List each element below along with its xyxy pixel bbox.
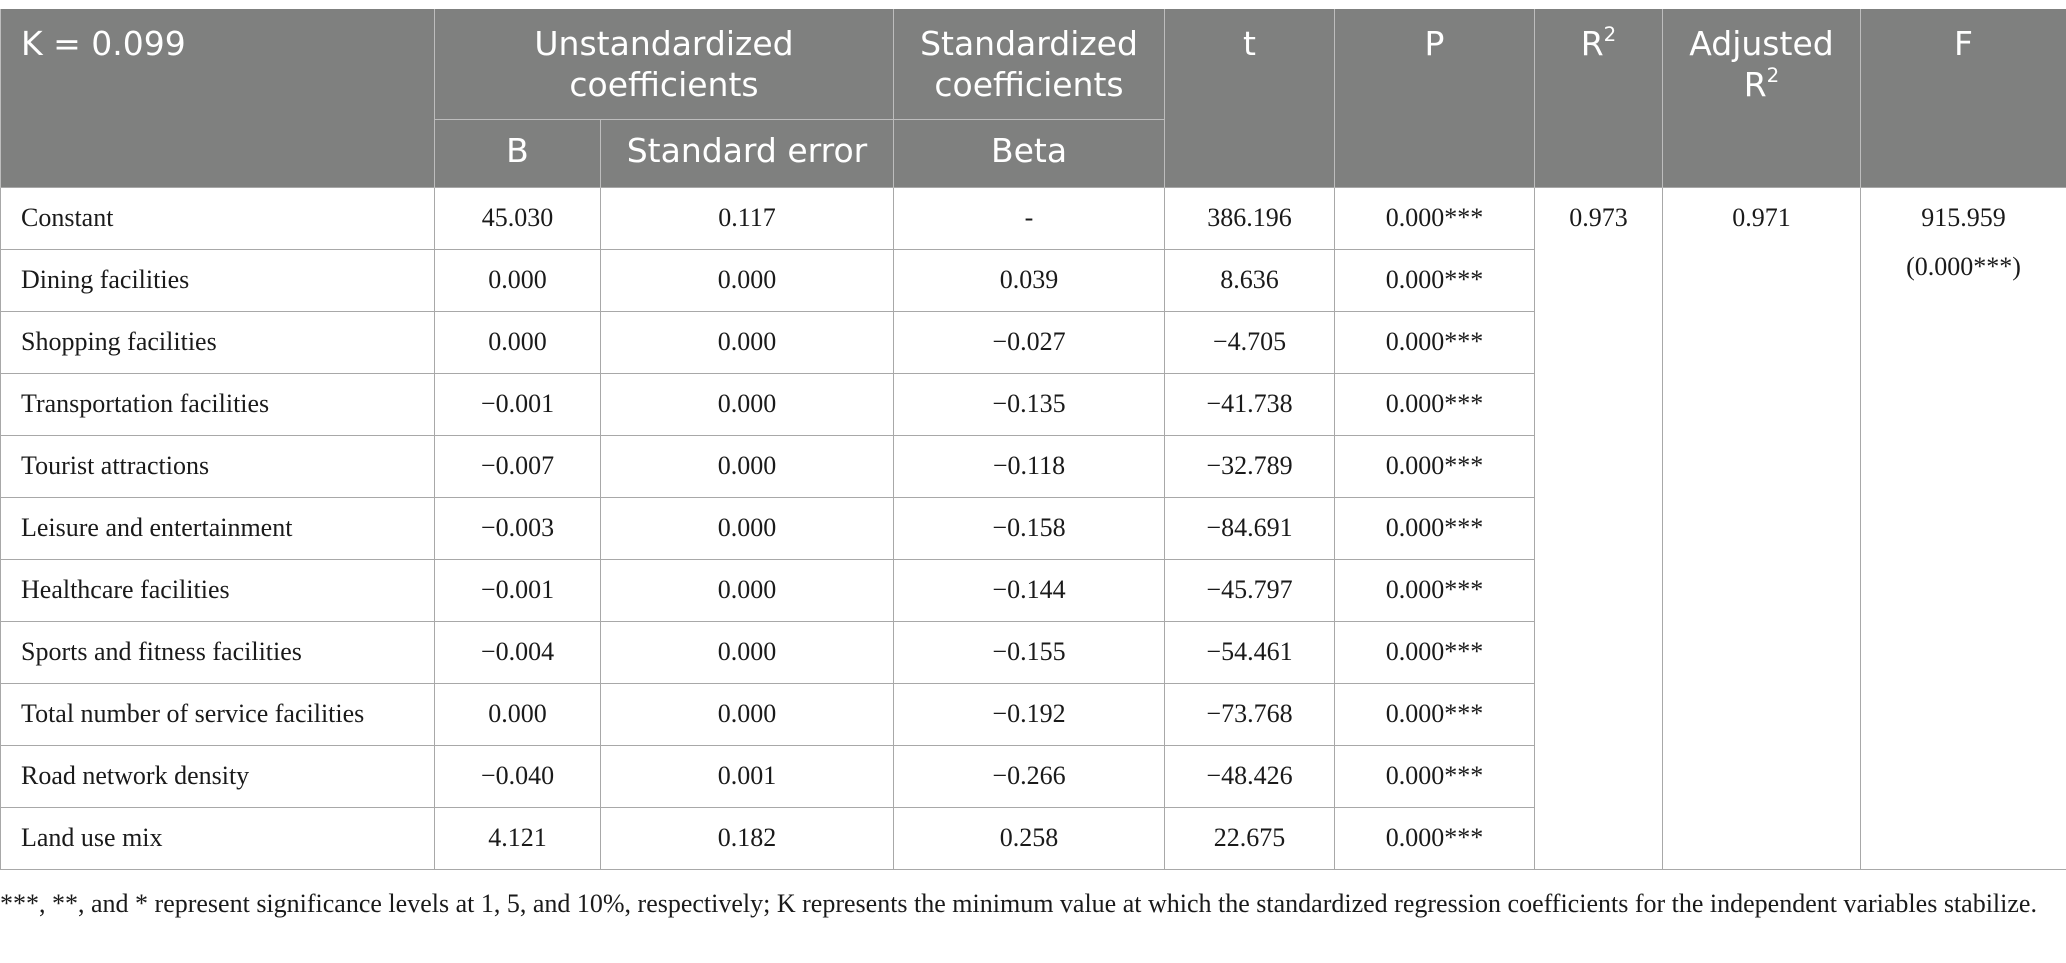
t-value: 386.196	[1165, 187, 1335, 249]
regression-table	[0, 9, 2066, 870]
beta-value: 0.258	[894, 807, 1165, 869]
t-value: −32.789	[1165, 435, 1335, 497]
header-r-squared	[1535, 9, 1663, 187]
p-value: 0.000***	[1335, 807, 1535, 869]
beta-value: -	[894, 187, 1165, 249]
t-value: −54.461	[1165, 621, 1335, 683]
se-value: 0.182	[601, 807, 894, 869]
f-statistic-cell	[1861, 187, 2066, 869]
f-value: 915.959	[1921, 202, 2006, 232]
header-standardized-coefficients: Standardized coefficients	[894, 9, 1165, 119]
se-value: 0.000	[601, 621, 894, 683]
header-r-squared-sup: 2	[1603, 23, 1617, 47]
p-value: 0.000***	[1335, 683, 1535, 745]
b-value: −0.004	[435, 621, 601, 683]
header-unstandardized-coefficients: Unstandardized coefficients	[435, 9, 894, 119]
p-value: 0.000***	[1335, 187, 1535, 249]
variable-name: Dining facilities	[1, 249, 435, 311]
se-value: 0.000	[601, 497, 894, 559]
table-footnote: ***, **, and * represent significance levels at 1, 5, and 10%, respectively; K represents the minimum value at which the standardized regression coefficients for the independent variables stabilize.	[0, 889, 2037, 918]
table-row	[1, 187, 2066, 249]
p-value: 0.000***	[1335, 497, 1535, 559]
variable-name: Healthcare facilities	[1, 559, 435, 621]
b-value: 0.000	[435, 311, 601, 373]
r-squared-value: 0.973	[1535, 187, 1663, 869]
variable-name: Land use mix	[1, 807, 435, 869]
f-p-value: (0.000***)	[1906, 251, 2021, 281]
p-value: 0.000***	[1335, 621, 1535, 683]
header-b: B	[435, 119, 601, 187]
b-value: −0.007	[435, 435, 601, 497]
p-value: 0.000***	[1335, 311, 1535, 373]
se-value: 0.117	[601, 187, 894, 249]
variable-name: Shopping facilities	[1, 311, 435, 373]
se-value: 0.000	[601, 249, 894, 311]
header-f: F	[1861, 9, 2066, 187]
b-value: 45.030	[435, 187, 601, 249]
t-value: −45.797	[1165, 559, 1335, 621]
beta-value: −0.192	[894, 683, 1165, 745]
b-value: 0.000	[435, 683, 601, 745]
header-adjusted-r-squared-base: Adjusted R	[1689, 24, 1834, 104]
p-value: 0.000***	[1335, 559, 1535, 621]
header-adjusted-r-squared-sup: 2	[1766, 64, 1780, 88]
beta-value: −0.158	[894, 497, 1165, 559]
variable-name: Road network density	[1, 745, 435, 807]
variable-name: Transportation facilities	[1, 373, 435, 435]
t-value: 22.675	[1165, 807, 1335, 869]
p-value: 0.000***	[1335, 435, 1535, 497]
header-adjusted-r-squared	[1663, 9, 1861, 187]
b-value: −0.040	[435, 745, 601, 807]
variable-name: Total number of service facilities	[1, 683, 435, 745]
p-value: 0.000***	[1335, 745, 1535, 807]
variable-name: Sports and fitness facilities	[1, 621, 435, 683]
beta-value: −0.144	[894, 559, 1165, 621]
se-value: 0.000	[601, 435, 894, 497]
header-beta: Beta	[894, 119, 1165, 187]
p-value: 0.000***	[1335, 249, 1535, 311]
b-value: −0.001	[435, 373, 601, 435]
variable-name: Tourist attractions	[1, 435, 435, 497]
b-value: 0.000	[435, 249, 601, 311]
beta-value: −0.135	[894, 373, 1165, 435]
header-standard-error: Standard error	[601, 119, 894, 187]
se-value: 0.001	[601, 745, 894, 807]
variable-name: Leisure and entertainment	[1, 497, 435, 559]
beta-value: 0.039	[894, 249, 1165, 311]
t-value: −48.426	[1165, 745, 1335, 807]
p-value: 0.000***	[1335, 373, 1535, 435]
b-value: −0.003	[435, 497, 601, 559]
regression-table-container	[0, 9, 2066, 870]
b-value: 4.121	[435, 807, 601, 869]
beta-value: −0.155	[894, 621, 1165, 683]
beta-value: −0.266	[894, 745, 1165, 807]
t-value: 8.636	[1165, 249, 1335, 311]
header-row-1	[1, 9, 2066, 119]
t-value: −84.691	[1165, 497, 1335, 559]
se-value: 0.000	[601, 683, 894, 745]
header-k-value: K = 0.099	[1, 9, 435, 187]
se-value: 0.000	[601, 559, 894, 621]
header-p: P	[1335, 9, 1535, 187]
t-value: −4.705	[1165, 311, 1335, 373]
b-value: −0.001	[435, 559, 601, 621]
t-value: −73.768	[1165, 683, 1335, 745]
t-value: −41.738	[1165, 373, 1335, 435]
beta-value: −0.027	[894, 311, 1165, 373]
header-t: t	[1165, 9, 1335, 187]
beta-value: −0.118	[894, 435, 1165, 497]
se-value: 0.000	[601, 373, 894, 435]
header-r-squared-base: R	[1580, 24, 1604, 63]
adjusted-r-squared-value: 0.971	[1663, 187, 1861, 869]
se-value: 0.000	[601, 311, 894, 373]
variable-name: Constant	[1, 187, 435, 249]
